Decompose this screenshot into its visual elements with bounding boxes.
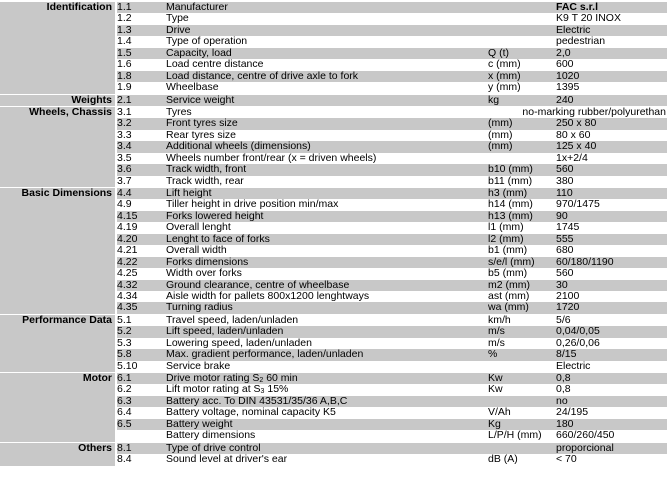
spec-description: Lift height	[166, 187, 212, 199]
spec-description: Lowering speed, laden/unladen	[166, 336, 312, 349]
spec-number: 6.5	[117, 417, 132, 430]
spec-value: 555	[556, 232, 574, 245]
subscript: 2	[259, 377, 264, 384]
section-title: Wheels, Chassis	[29, 105, 112, 118]
spec-description: Travel speed, laden/unladen	[166, 313, 299, 326]
spec-description: Max. gradient performance, laden/unladen	[166, 348, 364, 361]
section-cell	[0, 107, 115, 118]
spec-unit: b1 (mm)	[488, 244, 528, 257]
spec-row	[0, 302, 670, 314]
spec-description: Track width, rear	[166, 174, 244, 187]
spec-value: 0,8	[556, 372, 571, 384]
spec-description: Sound level at driver's ear	[166, 453, 288, 466]
spec-value: 1020	[556, 69, 580, 82]
spec-unit: c (mm)	[488, 58, 521, 71]
section-cell	[0, 326, 115, 337]
spec-description: Load centre distance	[166, 58, 264, 71]
spec-row	[0, 326, 670, 337]
section-cell	[0, 164, 115, 175]
spec-unit: Kw	[488, 372, 503, 384]
spec-row	[0, 454, 670, 466]
spec-unit: %	[488, 348, 498, 361]
spec-value: 560	[556, 163, 574, 176]
spec-description: Width over forks	[166, 267, 242, 280]
section-title: Identification	[46, 1, 112, 13]
spec-value: 180	[556, 417, 574, 430]
section-cell	[0, 222, 115, 233]
section-title: Weights	[71, 93, 112, 106]
spec-number: 3.6	[117, 163, 132, 176]
spec-description: Wheelbase	[166, 81, 219, 94]
spec-value: 240	[556, 93, 574, 106]
spec-value: 660/260/450	[556, 429, 615, 442]
spec-unit: ast (mm)	[488, 289, 530, 302]
section-title: Others	[78, 441, 112, 454]
spec-unit: b10 (mm)	[488, 163, 533, 176]
spec-unit: Kg	[488, 417, 501, 430]
spec-description: Battery dimensions	[166, 429, 256, 442]
spec-unit: x (mm)	[488, 69, 521, 82]
section-cell	[0, 373, 115, 384]
section-cell	[0, 454, 115, 465]
spec-number: 6.2	[117, 383, 132, 396]
section-title: Basic Dimensions	[21, 187, 112, 199]
spec-value: 60/180/1190	[556, 255, 614, 268]
spec-value: 2,0	[556, 46, 571, 59]
spec-number: 4.19	[117, 221, 138, 234]
spec-value: Electric	[556, 359, 591, 372]
section-cell	[0, 71, 115, 82]
spec-value: Electric	[556, 23, 591, 36]
spec-number: 3.7	[117, 174, 132, 187]
spec-description: Lift speed, laden/unladen	[166, 325, 284, 338]
section-cell	[0, 245, 115, 256]
section-cell	[0, 291, 115, 302]
spec-description: Overall lenght	[166, 221, 231, 234]
spec-unit: Kw	[488, 383, 503, 396]
spec-value: 380	[556, 174, 574, 187]
section-cell	[0, 82, 115, 93]
spec-row	[0, 82, 670, 94]
spec-number: 4.9	[117, 198, 132, 211]
spec-number: 6.3	[117, 394, 132, 407]
spec-value: 2100	[556, 289, 580, 302]
spec-unit: V/Ah	[488, 406, 511, 419]
spec-value: 560	[556, 267, 574, 280]
spec-unit: kg	[488, 93, 500, 106]
spec-unit: h14 (mm)	[488, 198, 533, 211]
spec-row	[0, 245, 670, 256]
section-cell	[0, 384, 115, 395]
spec-row	[0, 268, 670, 279]
spec-number: 1.6	[117, 58, 132, 71]
spec-unit: y (mm)	[488, 81, 521, 94]
section-cell	[0, 407, 115, 418]
section-cell	[0, 338, 115, 349]
section-cell	[0, 349, 115, 360]
spec-unit: h3 (mm)	[488, 187, 528, 199]
section-cell	[0, 176, 115, 187]
spec-row	[0, 349, 670, 360]
spec-unit: km/h	[488, 313, 511, 326]
spec-row	[0, 164, 670, 175]
spec-value: 1395	[556, 81, 580, 94]
spec-description: Lenght to face of forks	[166, 232, 270, 245]
section-cell	[0, 234, 115, 245]
spec-number: 5.10	[117, 359, 138, 372]
spec-number: 3.5	[117, 151, 132, 164]
spec-number: 1.1	[117, 1, 132, 13]
spec-number: 3.4	[117, 140, 132, 153]
spec-value: 80 x 60	[556, 128, 591, 141]
section-cell	[0, 396, 115, 407]
spec-value: 0,04/0,05	[556, 325, 600, 338]
spec-value: 8/15	[556, 348, 577, 361]
spec-value: 1720	[556, 301, 580, 314]
spec-value: 0,26/0,06	[556, 336, 600, 349]
spec-row	[0, 141, 670, 152]
spec-number: 1.9	[117, 81, 132, 94]
section-cell	[0, 280, 115, 291]
spec-description: Additional wheels (dimensions)	[166, 140, 311, 153]
spec-number: 8.4	[117, 453, 132, 466]
section-cell	[0, 302, 115, 313]
spec-value: no	[556, 394, 568, 407]
section-cell	[0, 48, 115, 59]
spec-number: 1.4	[117, 35, 132, 48]
spec-description: Turning radius	[166, 301, 233, 314]
spec-unit: (mm)	[488, 128, 513, 141]
section-title: Motor	[82, 372, 112, 384]
spec-number: 4.4	[117, 187, 132, 199]
spec-row	[0, 199, 670, 210]
spec-unit: l1 (mm)	[488, 221, 524, 234]
spec-number: 3.3	[117, 128, 132, 141]
section-cell	[0, 430, 115, 441]
spec-unit: (mm)	[488, 140, 513, 153]
spec-value: 1x+2/4	[556, 151, 588, 164]
spec-sheet	[0, 2, 670, 467]
spec-description: Load distance, centre of drive axle to fork	[166, 69, 359, 82]
spec-unit: dB (A)	[488, 453, 518, 466]
spec-value: 0,8	[556, 383, 571, 396]
spec-unit: b11 (mm)	[488, 174, 533, 187]
spec-value: proporcional	[556, 441, 614, 454]
spec-unit: m2 (mm)	[488, 278, 530, 291]
section-cell	[0, 118, 115, 129]
spec-description: Manufacturer	[166, 1, 228, 13]
spec-number: 5.2	[117, 325, 132, 338]
spec-unit: (mm)	[488, 117, 513, 130]
spec-number: 4.35	[117, 301, 138, 314]
spec-value: FAC s.r.l	[556, 1, 599, 13]
spec-value: 110	[556, 187, 573, 199]
spec-number: 1.2	[117, 12, 132, 25]
spec-value: pedestrian	[556, 35, 606, 48]
spec-description: Front tyres size	[166, 117, 238, 130]
spec-value: 1745	[556, 221, 580, 234]
section-cell	[0, 188, 115, 199]
spec-description: Type of operation	[166, 35, 248, 48]
spec-unit: h13 (mm)	[488, 209, 533, 222]
spec-description: Forks lowered height	[166, 209, 264, 222]
spec-description: Wheels number front/rear (x = driven wheels)	[166, 151, 377, 164]
spec-description: Battery acc. To DIN 43531/35/36 A,B,C	[166, 394, 348, 407]
section-title: Performance Data	[22, 313, 112, 326]
spec-description: Type	[166, 12, 189, 25]
section-cell	[0, 36, 115, 47]
spec-value: 90	[556, 209, 568, 222]
spec-value: no-marking rubber/polyurethan	[522, 105, 666, 118]
section-cell	[0, 59, 115, 70]
spec-number: 4.21	[117, 244, 138, 257]
spec-description: Aisle width for pallets 800x1200 lenghtways	[166, 289, 370, 302]
spec-number: 5.1	[117, 313, 132, 326]
section-cell	[0, 153, 115, 164]
spec-number: 6.4	[117, 406, 132, 419]
spec-number: 3.2	[117, 117, 132, 130]
spec-value: 125 x 40	[556, 140, 597, 153]
section-cell	[0, 443, 115, 454]
spec-unit: wa (mm)	[488, 301, 529, 314]
spec-number: 1.8	[117, 69, 132, 82]
spec-value: 680	[556, 244, 574, 257]
spec-description: Forks dimensions	[166, 255, 249, 268]
spec-number: 5.3	[117, 336, 132, 349]
spec-value: K9 T 20 INOX	[556, 12, 621, 25]
spec-value: 30	[556, 278, 568, 291]
section-cell	[0, 315, 115, 326]
spec-value: < 70	[556, 453, 577, 466]
spec-unit: Q (t)	[488, 46, 509, 59]
section-cell	[0, 130, 115, 141]
spec-number: 1.3	[117, 23, 132, 36]
spec-value: 600	[556, 58, 574, 71]
section-cell	[0, 141, 115, 152]
section-cell	[0, 419, 115, 430]
spec-unit: s/e/l (mm)	[488, 255, 535, 268]
section-cell	[0, 95, 115, 106]
spec-row	[0, 59, 670, 70]
spec-description: Rear tyres size	[166, 128, 237, 141]
spec-unit: b5 (mm)	[488, 267, 528, 280]
spec-description: Track width, front	[166, 163, 247, 176]
spec-description: Tyres	[166, 105, 192, 118]
spec-number: 4.15	[117, 209, 138, 222]
spec-unit: L/P/H (mm)	[488, 429, 542, 442]
spec-value: 970/1475	[556, 198, 600, 211]
spec-description: Battery weight	[166, 417, 233, 430]
spec-number: 6.1	[117, 372, 132, 384]
spec-description: Type of drive control	[166, 441, 261, 454]
spec-description: Service brake	[166, 359, 231, 372]
spec-description: Service weight	[166, 93, 235, 106]
spec-number: 1.5	[117, 46, 132, 59]
section-cell	[0, 25, 115, 36]
spec-description: Capacity, load	[166, 46, 232, 59]
section-cell	[0, 268, 115, 279]
spec-number: 4.34	[117, 289, 138, 302]
section-cell	[0, 257, 115, 268]
spec-value: 5/6	[556, 313, 571, 326]
section-cell	[0, 2, 115, 13]
spec-number: 4.32	[117, 278, 138, 291]
spec-description: Lift motor rating at S3 15%	[166, 383, 289, 396]
section-cell	[0, 211, 115, 222]
spec-description: Drive	[166, 23, 191, 36]
spec-unit: m/s	[488, 336, 505, 349]
spec-number: 4.25	[117, 267, 138, 280]
spec-value: 24/195	[556, 406, 589, 419]
spec-value: 250 x 80	[556, 117, 597, 130]
spec-number: 4.20	[117, 232, 138, 245]
section-cell	[0, 13, 115, 24]
spec-unit: m/s	[488, 325, 505, 338]
spec-description: Tiller height in drive position min/max	[166, 198, 339, 211]
subscript: 3	[260, 388, 265, 396]
spec-number: 5.8	[117, 348, 132, 361]
spec-description: Battery voltage, nominal capacity K5	[166, 406, 336, 419]
spec-row	[0, 430, 670, 442]
spec-number: 8.1	[117, 441, 132, 454]
spec-description: Drive motor rating S2 60 min	[166, 372, 298, 384]
spec-number: 3.1	[117, 105, 132, 118]
spec-description: Ground clearance, centre of wheelbase	[166, 278, 350, 291]
spec-number: 2.1	[117, 93, 132, 106]
spec-number: 4.22	[117, 255, 138, 268]
spec-description: Overall width	[166, 244, 227, 257]
spec-unit: l2 (mm)	[488, 232, 524, 245]
section-cell	[0, 361, 115, 372]
section-cell	[0, 199, 115, 210]
